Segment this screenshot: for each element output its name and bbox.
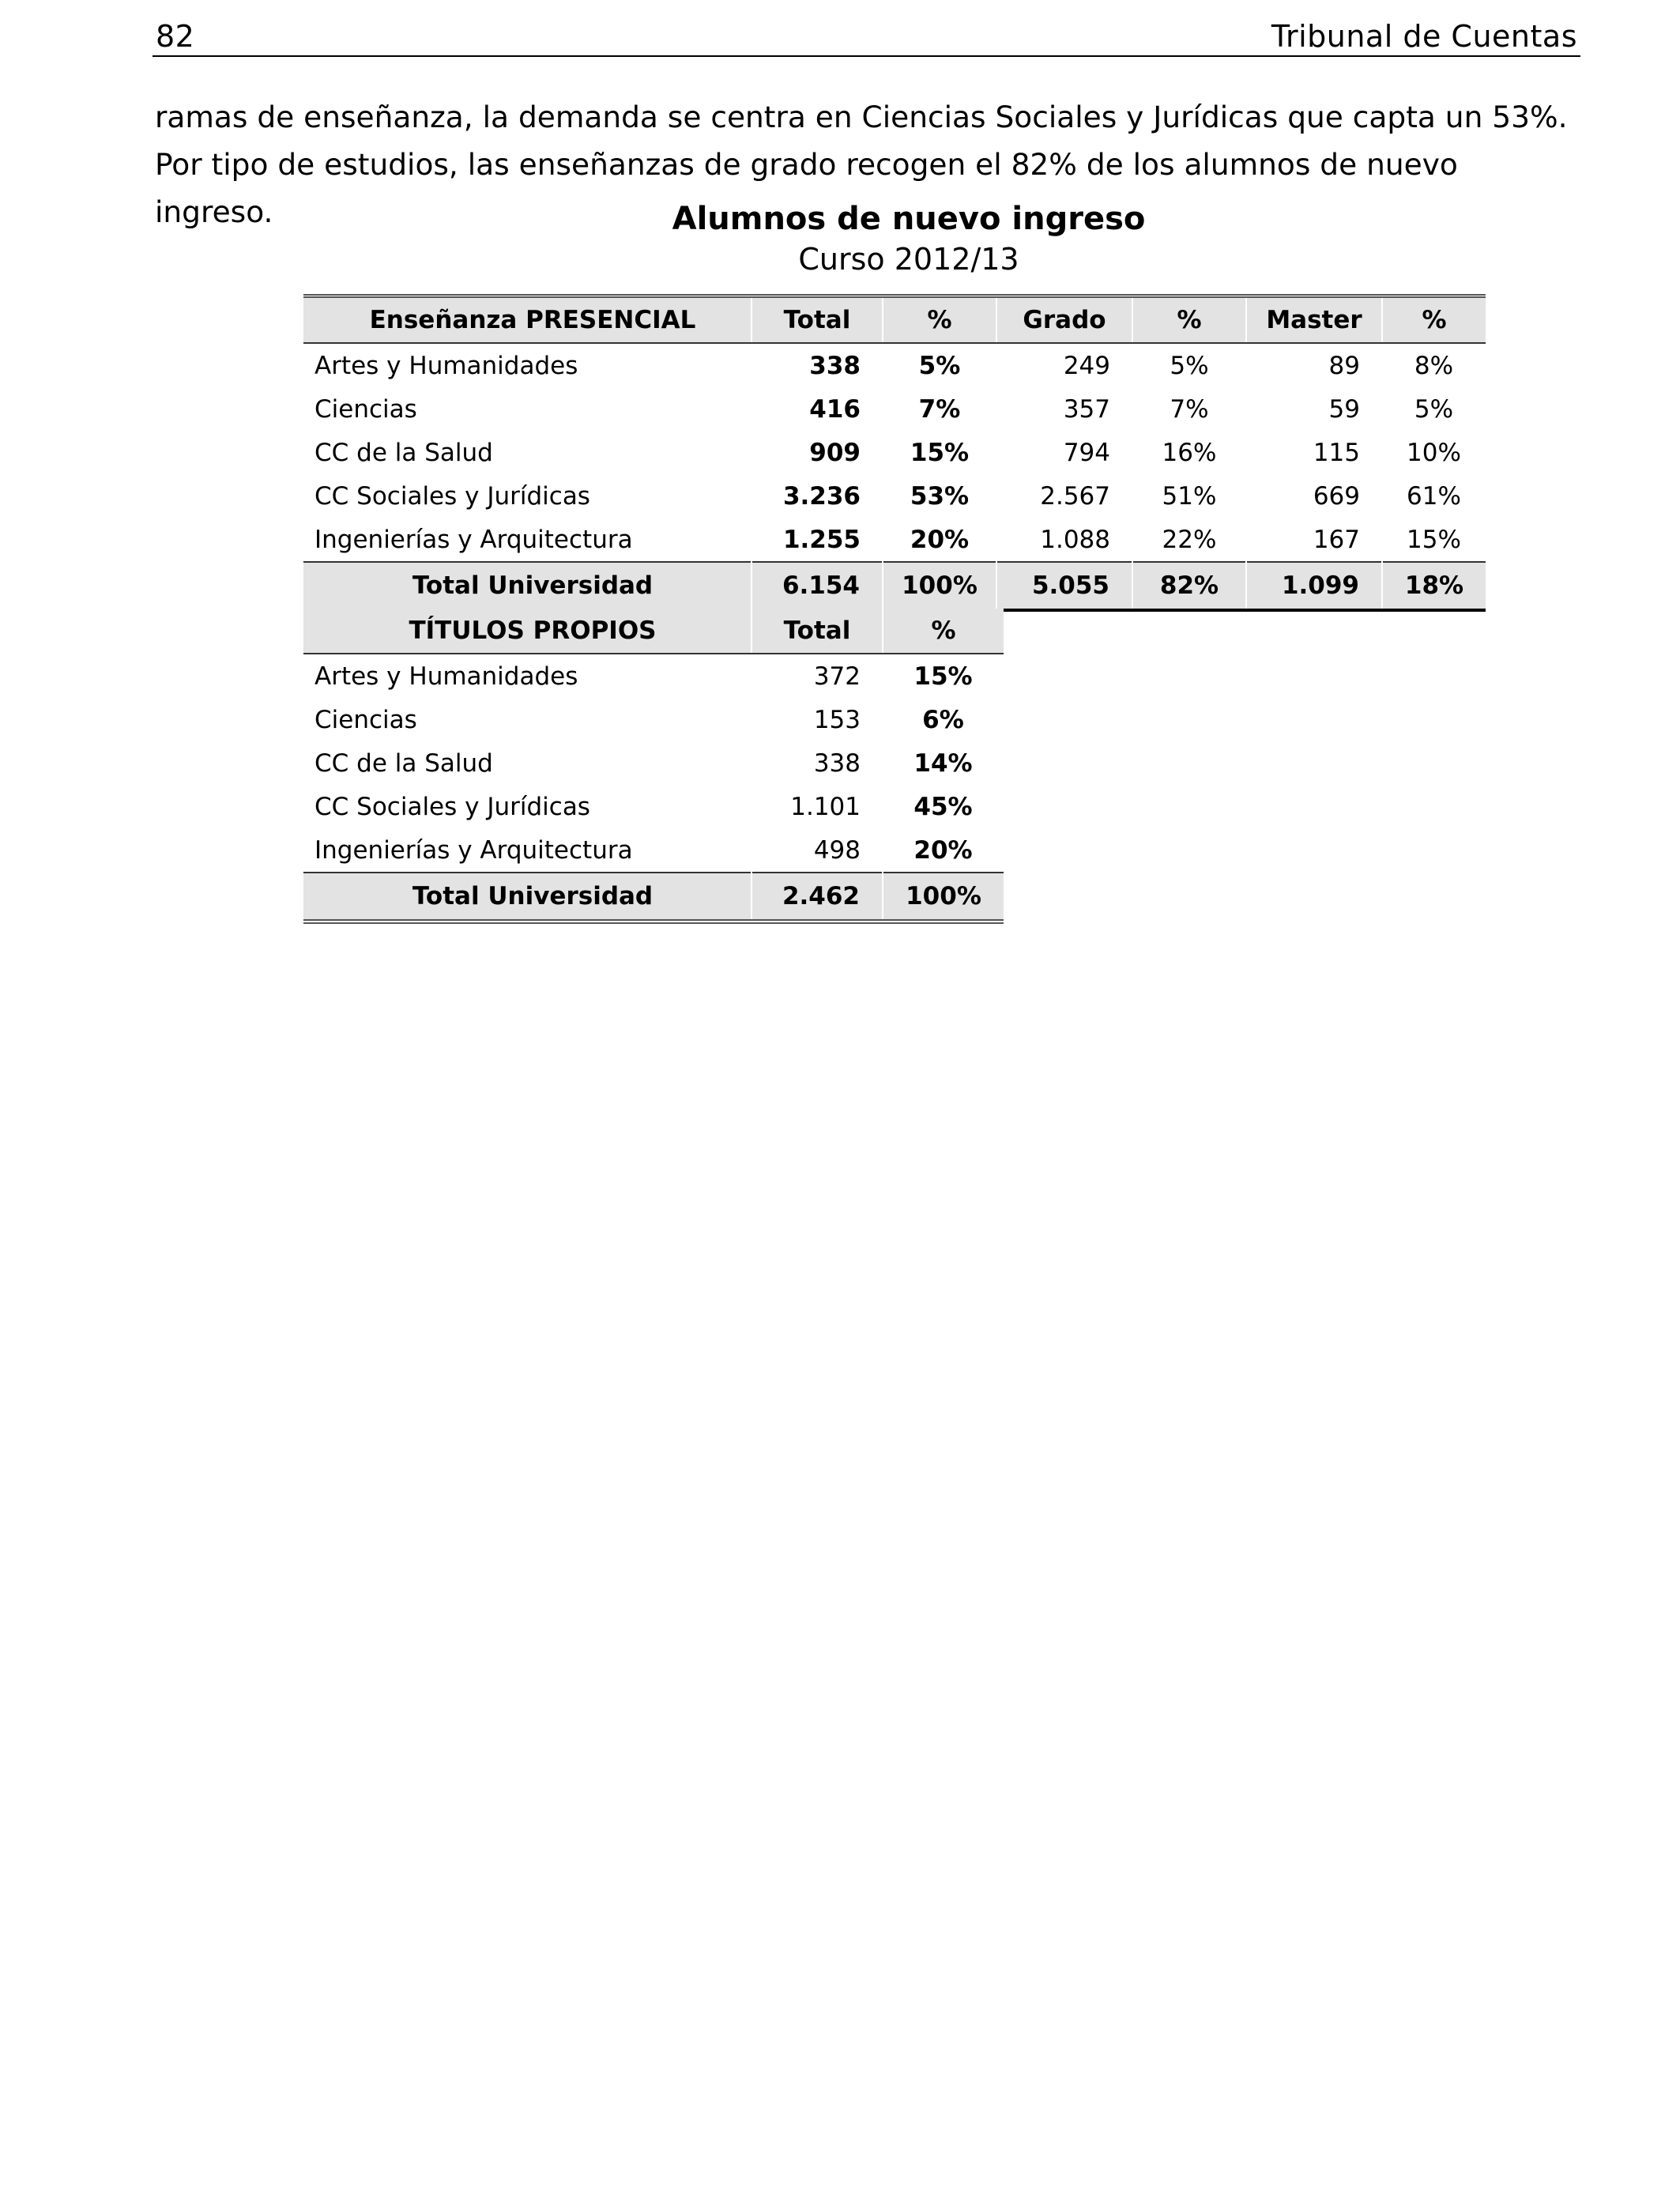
cell-total: 909 bbox=[809, 438, 861, 467]
cell-grado: 1.088 bbox=[1040, 525, 1110, 554]
total-label: Total Universidad bbox=[303, 873, 751, 922]
cell-pct: 15% bbox=[913, 662, 973, 691]
cell-master: 167 bbox=[1313, 525, 1360, 554]
header-organization: Tribunal de Cuentas bbox=[1271, 19, 1577, 54]
row-label: CC de la Salud bbox=[315, 438, 493, 467]
cell-pct: 20% bbox=[913, 835, 973, 865]
table-row bbox=[303, 741, 1004, 785]
table-row bbox=[303, 518, 1486, 562]
propios-table bbox=[303, 609, 1004, 924]
total-label: Total Universidad bbox=[303, 562, 751, 610]
page-number: 82 bbox=[156, 19, 195, 54]
presencial-table bbox=[303, 294, 1486, 612]
row-label: Ingenierías y Arquitectura bbox=[315, 835, 633, 865]
cell-master: 669 bbox=[1313, 481, 1360, 511]
cell-pct: 20% bbox=[910, 525, 970, 554]
cell-total: 338 bbox=[813, 748, 861, 778]
table-row bbox=[303, 387, 1486, 431]
header-cell: % bbox=[1382, 296, 1486, 344]
cell-pct: 22% bbox=[1162, 525, 1217, 554]
total-grado: 5.055 bbox=[996, 562, 1132, 610]
row-label: CC Sociales y Jurídicas bbox=[315, 792, 590, 821]
total-value: 6.154 bbox=[751, 562, 883, 610]
cell-grado: 794 bbox=[1063, 438, 1110, 467]
total-value: 2.462 bbox=[751, 873, 883, 922]
table-row bbox=[303, 785, 1004, 828]
cell-pct: 5% bbox=[918, 351, 961, 380]
table-row bbox=[303, 828, 1004, 873]
table-header-row bbox=[303, 296, 1486, 344]
cell-pct: 6% bbox=[922, 705, 964, 734]
table-subtitle: Curso 2012/13 bbox=[798, 242, 1019, 277]
header-cell: Master bbox=[1246, 296, 1382, 344]
cell-pct: 8% bbox=[1414, 351, 1454, 380]
cell-total: 338 bbox=[809, 351, 861, 380]
cell-pct: 15% bbox=[1407, 525, 1461, 554]
paragraph-line: ramas de enseñanza, la demanda se centra en Ciencias Sociales y Jurídicas que capta un 53%. bbox=[155, 100, 1568, 134]
total-pct: 82% bbox=[1132, 562, 1246, 610]
cell-grado: 357 bbox=[1063, 394, 1110, 424]
total-pct: 18% bbox=[1382, 562, 1486, 610]
cell-pct: 7% bbox=[918, 394, 961, 424]
total-master: 1.099 bbox=[1246, 562, 1382, 610]
cell-total: 1.101 bbox=[790, 792, 861, 821]
table-row bbox=[303, 698, 1004, 741]
row-label: CC Sociales y Jurídicas bbox=[315, 481, 590, 511]
cell-pct: 15% bbox=[910, 438, 970, 467]
page-header bbox=[153, 14, 1580, 57]
total-row bbox=[303, 562, 1486, 610]
table-header-row bbox=[303, 609, 1004, 654]
cell-master: 59 bbox=[1328, 394, 1360, 424]
row-label: Artes y Humanidades bbox=[315, 662, 578, 691]
cell-pct: 51% bbox=[1162, 481, 1217, 511]
table-row bbox=[303, 654, 1004, 698]
header-cell: % bbox=[1132, 296, 1246, 344]
table-row bbox=[303, 431, 1486, 474]
row-label: Ingenierías y Arquitectura bbox=[315, 525, 633, 554]
table-row bbox=[303, 343, 1486, 387]
cell-grado: 2.567 bbox=[1040, 481, 1110, 511]
header-cell: Grado bbox=[996, 296, 1132, 344]
cell-pct: 53% bbox=[910, 481, 970, 511]
row-label: CC de la Salud bbox=[315, 748, 493, 778]
cell-master: 89 bbox=[1328, 351, 1360, 380]
cell-total: 153 bbox=[813, 705, 861, 734]
paragraph-line: Por tipo de estudios, las enseñanzas de grado recogen el 82% de los alumnos de nuevo ingreso. bbox=[155, 147, 1458, 229]
total-pct: 100% bbox=[883, 873, 1004, 922]
header-cell: Total bbox=[751, 296, 883, 344]
cell-grado: 249 bbox=[1063, 351, 1110, 380]
total-row bbox=[303, 873, 1004, 922]
cell-pct: 16% bbox=[1162, 438, 1217, 467]
cell-total: 372 bbox=[813, 662, 861, 691]
table-title: Alumnos de nuevo ingreso bbox=[672, 201, 1146, 237]
cell-total: 498 bbox=[813, 835, 861, 865]
row-label: Artes y Humanidades bbox=[315, 351, 578, 380]
cell-total: 1.255 bbox=[782, 525, 861, 554]
cell-master: 115 bbox=[1313, 438, 1360, 467]
cell-pct: 10% bbox=[1407, 438, 1461, 467]
row-label: Ciencias bbox=[315, 705, 417, 734]
table-row bbox=[303, 474, 1486, 518]
header-cell: Enseñanza PRESENCIAL bbox=[303, 296, 751, 344]
cell-total: 416 bbox=[809, 394, 861, 424]
cell-pct: 61% bbox=[1407, 481, 1461, 511]
cell-pct: 45% bbox=[913, 792, 973, 821]
header-cell: TÍTULOS PROPIOS bbox=[303, 609, 751, 654]
cell-pct: 5% bbox=[1414, 394, 1454, 424]
header-cell: Total bbox=[751, 609, 883, 654]
header-cell: % bbox=[883, 609, 1004, 654]
cell-pct: 7% bbox=[1170, 394, 1209, 424]
cell-total: 3.236 bbox=[782, 481, 861, 511]
row-label: Ciencias bbox=[315, 394, 417, 424]
cell-pct: 5% bbox=[1170, 351, 1209, 380]
header-cell: % bbox=[883, 296, 996, 344]
cell-pct: 14% bbox=[913, 748, 973, 778]
total-pct: 100% bbox=[883, 562, 996, 610]
